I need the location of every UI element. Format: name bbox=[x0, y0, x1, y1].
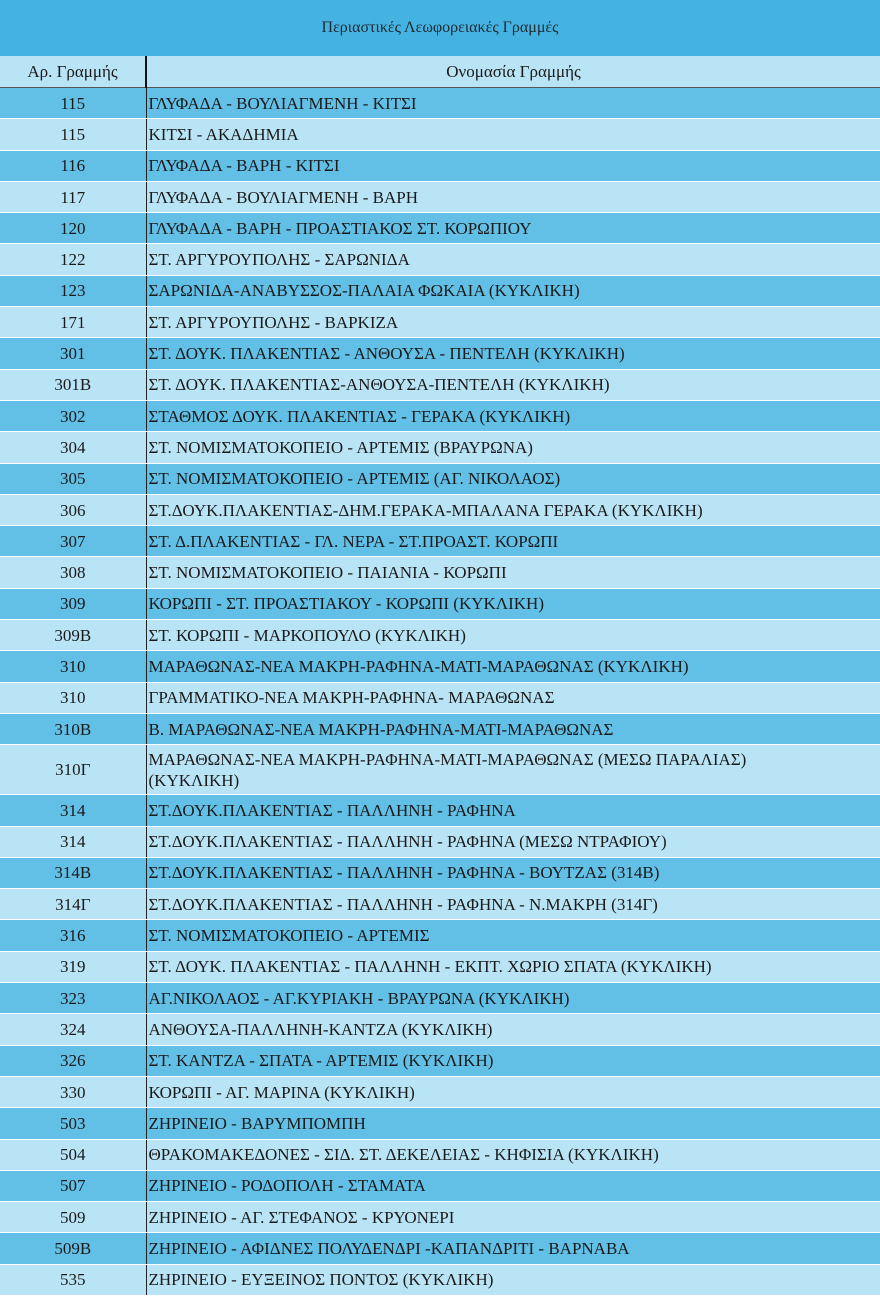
route-name: ΓΛΥΦΑΔΑ - ΒΑΡΗ - ΚΙΤΣΙ bbox=[146, 150, 880, 181]
table-row bbox=[0, 588, 880, 619]
route-number: 310Γ bbox=[0, 745, 146, 795]
route-name: ΓΛΥΦΑΔΑ - ΒΑΡΗ - ΠΡΟΑΣΤΙΑΚΟΣ ΣΤ. ΚΟΡΩΠΙΟΥ bbox=[146, 213, 880, 244]
page-title bbox=[0, 0, 880, 56]
table-row bbox=[0, 119, 880, 150]
route-number: 301Β bbox=[0, 369, 146, 400]
table-body bbox=[0, 88, 880, 1296]
table-row bbox=[0, 526, 880, 557]
route-name: ΣΤ. ΝΟΜΙΣΜΑΤΟΚΟΠΕΙΟ - ΑΡΤΕΜΙΣ (ΒΡΑΥΡΩΝΑ) bbox=[146, 432, 880, 463]
table-row bbox=[0, 857, 880, 888]
route-number: 116 bbox=[0, 150, 146, 181]
route-name: ΜΑΡΑΘΩΝΑΣ-ΝΕΑ ΜΑΚΡΗ-ΡΑΦΗΝΑ-ΜΑΤΙ-ΜΑΡΑΘΩΝΑΣ (ΚΥΚΛΙΚΗ) bbox=[146, 651, 880, 682]
route-number: 509 bbox=[0, 1202, 146, 1233]
route-name: ΖΗΡΙΝΕΙΟ - ΕΥΞΕΙΝΟΣ ΠΟΝΤΟΣ (ΚΥΚΛΙΚΗ) bbox=[146, 1264, 880, 1295]
route-name: ΣΤ. Δ.ΠΛΑΚΕΝΤΙΑΣ - ΓΛ. ΝΕΡΑ - ΣΤ.ΠΡΟΑΣΤ. ΚΟΡΩΠΙ bbox=[146, 526, 880, 557]
route-name: ΣΤ.ΔΟΥΚ.ΠΛΑΚΕΝΤΙΑΣ - ΠΑΛΛΗΝΗ - ΡΑΦΗΝΑ bbox=[146, 795, 880, 826]
route-name: ΖΗΡΙΝΕΙΟ - ΑΓ. ΣΤΕΦΑΝΟΣ - ΚΡΥΟΝΕΡΙ bbox=[146, 1202, 880, 1233]
route-number: 117 bbox=[0, 181, 146, 212]
route-name: ΣΤ. ΝΟΜΙΣΜΑΤΟΚΟΠΕΙΟ - ΑΡΤΕΜΙΣ (ΑΓ. ΝΙΚΟΛΑΟΣ) bbox=[146, 463, 880, 494]
table-row bbox=[0, 150, 880, 181]
table-row bbox=[0, 307, 880, 338]
route-name: ΣΤ. ΔΟΥΚ. ΠΛΑΚΕΝΤΙΑΣ-ΑΝΘΟΥΣΑ-ΠΕΝΤΕΛΗ (ΚΥΚΛΙΚΗ) bbox=[146, 369, 880, 400]
route-name: ΓΛΥΦΑΔΑ - ΒΟΥΛΙΑΓΜΕΝΗ - ΒΑΡΗ bbox=[146, 181, 880, 212]
table-row bbox=[0, 920, 880, 951]
route-name: ΑΝΘΟΥΣΑ-ΠΑΛΛΗΝΗ-ΚΑΝΤΖΑ (ΚΥΚΛΙΚΗ) bbox=[146, 1014, 880, 1045]
table-row bbox=[0, 369, 880, 400]
table-row bbox=[0, 557, 880, 588]
table-row bbox=[0, 1233, 880, 1264]
route-number: 314Γ bbox=[0, 889, 146, 920]
route-name: ΣΑΡΩΝΙΔΑ-ΑΝΑΒΥΣΣΟΣ-ΠΑΛΑΙΑ ΦΩΚΑΙΑ (ΚΥΚΛΙΚΗ) bbox=[146, 275, 880, 306]
table-row bbox=[0, 745, 880, 795]
route-number: 326 bbox=[0, 1045, 146, 1076]
route-number: 314 bbox=[0, 826, 146, 857]
table-row bbox=[0, 432, 880, 463]
table-row bbox=[0, 651, 880, 682]
table-row bbox=[0, 889, 880, 920]
route-number: 301 bbox=[0, 338, 146, 369]
table-row bbox=[0, 1014, 880, 1045]
table-row bbox=[0, 1170, 880, 1201]
table-row bbox=[0, 1264, 880, 1295]
table-row bbox=[0, 88, 880, 119]
route-name: ΣΤ. ΑΡΓΥΡΟΥΠΟΛΗΣ - ΒΑΡΚΙΖΑ bbox=[146, 307, 880, 338]
page-title-text: Περιαστικές Λεωφορειακές Γραμμές bbox=[321, 19, 559, 36]
route-name: ΓΛΥΦΑΔΑ - ΒΟΥΛΙΑΓΜΕΝΗ - ΚΙΤΣΙ bbox=[146, 88, 880, 119]
table-row bbox=[0, 1139, 880, 1170]
route-number: 122 bbox=[0, 244, 146, 275]
route-number: 324 bbox=[0, 1014, 146, 1045]
table-row bbox=[0, 713, 880, 744]
route-name: Β. ΜΑΡΑΘΩΝΑΣ-ΝΕΑ ΜΑΚΡΗ-ΡΑΦΗΝΑ-ΜΑΤΙ-ΜΑΡΑΘΩΝΑΣ bbox=[146, 713, 880, 744]
route-number: 171 bbox=[0, 307, 146, 338]
table-row bbox=[0, 181, 880, 212]
route-name: ΣΤ. ΝΟΜΙΣΜΑΤΟΚΟΠΕΙΟ - ΑΡΤΕΜΙΣ bbox=[146, 920, 880, 951]
route-number: 535 bbox=[0, 1264, 146, 1295]
column-header-number: Αρ. Γραμμής bbox=[0, 56, 146, 88]
table-header-row bbox=[0, 56, 880, 88]
table-row bbox=[0, 463, 880, 494]
table-row bbox=[0, 795, 880, 826]
route-number: 305 bbox=[0, 463, 146, 494]
route-name: ΣΤ.ΔΟΥΚ.ΠΛΑΚΕΝΤΙΑΣ - ΠΑΛΛΗΝΗ - ΡΑΦΗΝΑ (ΜΕΣΩ ΝΤΡΑΦΙΟΥ) bbox=[146, 826, 880, 857]
route-number: 310Β bbox=[0, 713, 146, 744]
route-name: ΜΑΡΑΘΩΝΑΣ-ΝΕΑ ΜΑΚΡΗ-ΡΑΦΗΝΑ-ΜΑΤΙ-ΜΑΡΑΘΩΝΑΣ (ΜΕΣΩ ΠΑΡΑΛΙΑΣ) (ΚΥΚΛΙΚΗ) bbox=[146, 745, 880, 795]
routes-table bbox=[0, 56, 880, 1296]
route-name: ΖΗΡΙΝΕΙΟ - ΡΟΔΟΠΟΛΗ - ΣΤΑΜΑΤΑ bbox=[146, 1170, 880, 1201]
route-number: 316 bbox=[0, 920, 146, 951]
column-header-name: Ονομασία Γραμμής bbox=[146, 56, 880, 88]
route-number: 504 bbox=[0, 1139, 146, 1170]
route-name: ΣΤ.ΔΟΥΚ.ΠΛΑΚΕΝΤΙΑΣ-ΔΗΜ.ΓΕΡΑΚΑ-ΜΠΑΛΑΝΑ ΓΕΡΑΚΑ (ΚΥΚΛΙΚΗ) bbox=[146, 494, 880, 525]
route-name: ΣΤ. ΑΡΓΥΡΟΥΠΟΛΗΣ - ΣΑΡΩΝΙΔΑ bbox=[146, 244, 880, 275]
route-name: ΣΤΑΘΜΟΣ ΔΟΥΚ. ΠΛΑΚΕΝΤΙΑΣ - ΓΕΡΑΚΑ (ΚΥΚΛΙΚΗ) bbox=[146, 400, 880, 431]
route-name: ΚΟΡΩΠΙ - ΣΤ. ΠΡΟΑΣΤΙΑΚΟΥ - ΚΟΡΩΠΙ (ΚΥΚΛΙΚΗ) bbox=[146, 588, 880, 619]
route-number: 304 bbox=[0, 432, 146, 463]
table-row bbox=[0, 213, 880, 244]
route-number: 310 bbox=[0, 651, 146, 682]
route-number: 509Β bbox=[0, 1233, 146, 1264]
table-row bbox=[0, 620, 880, 651]
route-number: 507 bbox=[0, 1170, 146, 1201]
route-number: 314Β bbox=[0, 857, 146, 888]
table-row bbox=[0, 1202, 880, 1233]
route-name: ΣΤ. ΝΟΜΙΣΜΑΤΟΚΟΠΕΙΟ - ΠΑΙΑΝΙΑ - ΚΟΡΩΠΙ bbox=[146, 557, 880, 588]
route-name: ΖΗΡΙΝΕΙΟ - ΑΦΙΔΝΕΣ ΠΟΛΥΔΕΝΔΡΙ -ΚΑΠΑΝΔΡΙΤΙ - ΒΑΡΝΑΒΑ bbox=[146, 1233, 880, 1264]
route-name: ΚΟΡΩΠΙ - ΑΓ. ΜΑΡΙΝΑ (ΚΥΚΛΙΚΗ) bbox=[146, 1076, 880, 1107]
route-name: ΖΗΡΙΝΕΙΟ - ΒΑΡΥΜΠΟΜΠΗ bbox=[146, 1108, 880, 1139]
route-number: 503 bbox=[0, 1108, 146, 1139]
route-number: 319 bbox=[0, 951, 146, 982]
route-name: ΚΙΤΣΙ - ΑΚΑΔΗΜΙΑ bbox=[146, 119, 880, 150]
table-row bbox=[0, 400, 880, 431]
table-row bbox=[0, 244, 880, 275]
route-number: 302 bbox=[0, 400, 146, 431]
table-row bbox=[0, 275, 880, 306]
table-row bbox=[0, 983, 880, 1014]
route-number: 115 bbox=[0, 88, 146, 119]
route-name: ΘΡΑΚΟΜΑΚΕΔΟΝΕΣ - ΣΙΔ. ΣΤ. ΔΕΚΕΛΕΙΑΣ - ΚΗΦΙΣΙΑ (ΚΥΚΛΙΚΗ) bbox=[146, 1139, 880, 1170]
route-number: 309Β bbox=[0, 620, 146, 651]
table-row bbox=[0, 1108, 880, 1139]
table-row bbox=[0, 338, 880, 369]
route-number: 310 bbox=[0, 682, 146, 713]
route-name: ΣΤ. ΔΟΥΚ. ΠΛΑΚΕΝΤΙΑΣ - ΑΝΘΟΥΣΑ - ΠΕΝΤΕΛΗ (ΚΥΚΛΙΚΗ) bbox=[146, 338, 880, 369]
table-row bbox=[0, 826, 880, 857]
table-row bbox=[0, 1045, 880, 1076]
route-number: 306 bbox=[0, 494, 146, 525]
route-name: ΣΤ.ΔΟΥΚ.ΠΛΑΚΕΝΤΙΑΣ - ΠΑΛΛΗΝΗ - ΡΑΦΗΝΑ - Ν.ΜΑΚΡΗ (314Γ) bbox=[146, 889, 880, 920]
table-row bbox=[0, 951, 880, 982]
route-number: 323 bbox=[0, 983, 146, 1014]
route-number: 314 bbox=[0, 795, 146, 826]
route-number: 123 bbox=[0, 275, 146, 306]
table-row bbox=[0, 1076, 880, 1107]
route-number: 307 bbox=[0, 526, 146, 557]
route-number: 330 bbox=[0, 1076, 146, 1107]
route-name: ΣΤ. ΔΟΥΚ. ΠΛΑΚΕΝΤΙΑΣ - ΠΑΛΛΗΝΗ - ΕΚΠΤ. ΧΩΡΙΟ ΣΠΑΤΑ (ΚΥΚΛΙΚΗ) bbox=[146, 951, 880, 982]
route-number: 120 bbox=[0, 213, 146, 244]
route-number: 309 bbox=[0, 588, 146, 619]
route-name: ΣΤ. ΚΑΝΤΖΑ - ΣΠΑΤΑ - ΑΡΤΕΜΙΣ (ΚΥΚΛΙΚΗ) bbox=[146, 1045, 880, 1076]
table-row bbox=[0, 682, 880, 713]
route-name: ΣΤ. ΚΟΡΩΠΙ - ΜΑΡΚΟΠΟΥΛΟ (ΚΥΚΛΙΚΗ) bbox=[146, 620, 880, 651]
route-number: 115 bbox=[0, 119, 146, 150]
table-row bbox=[0, 494, 880, 525]
route-name: ΑΓ.ΝΙΚΟΛΑΟΣ - ΑΓ.ΚΥΡΙΑΚΗ - ΒΡΑΥΡΩΝΑ (ΚΥΚΛΙΚΗ) bbox=[146, 983, 880, 1014]
route-number: 308 bbox=[0, 557, 146, 588]
route-name: ΓΡΑΜΜΑΤΙΚΟ-ΝΕΑ ΜΑΚΡΗ-ΡΑΦΗΝΑ- ΜΑΡΑΘΩΝΑΣ bbox=[146, 682, 880, 713]
route-name: ΣΤ.ΔΟΥΚ.ΠΛΑΚΕΝΤΙΑΣ - ΠΑΛΛΗΝΗ - ΡΑΦΗΝΑ - ΒΟΥΤΖΑΣ (314Β) bbox=[146, 857, 880, 888]
